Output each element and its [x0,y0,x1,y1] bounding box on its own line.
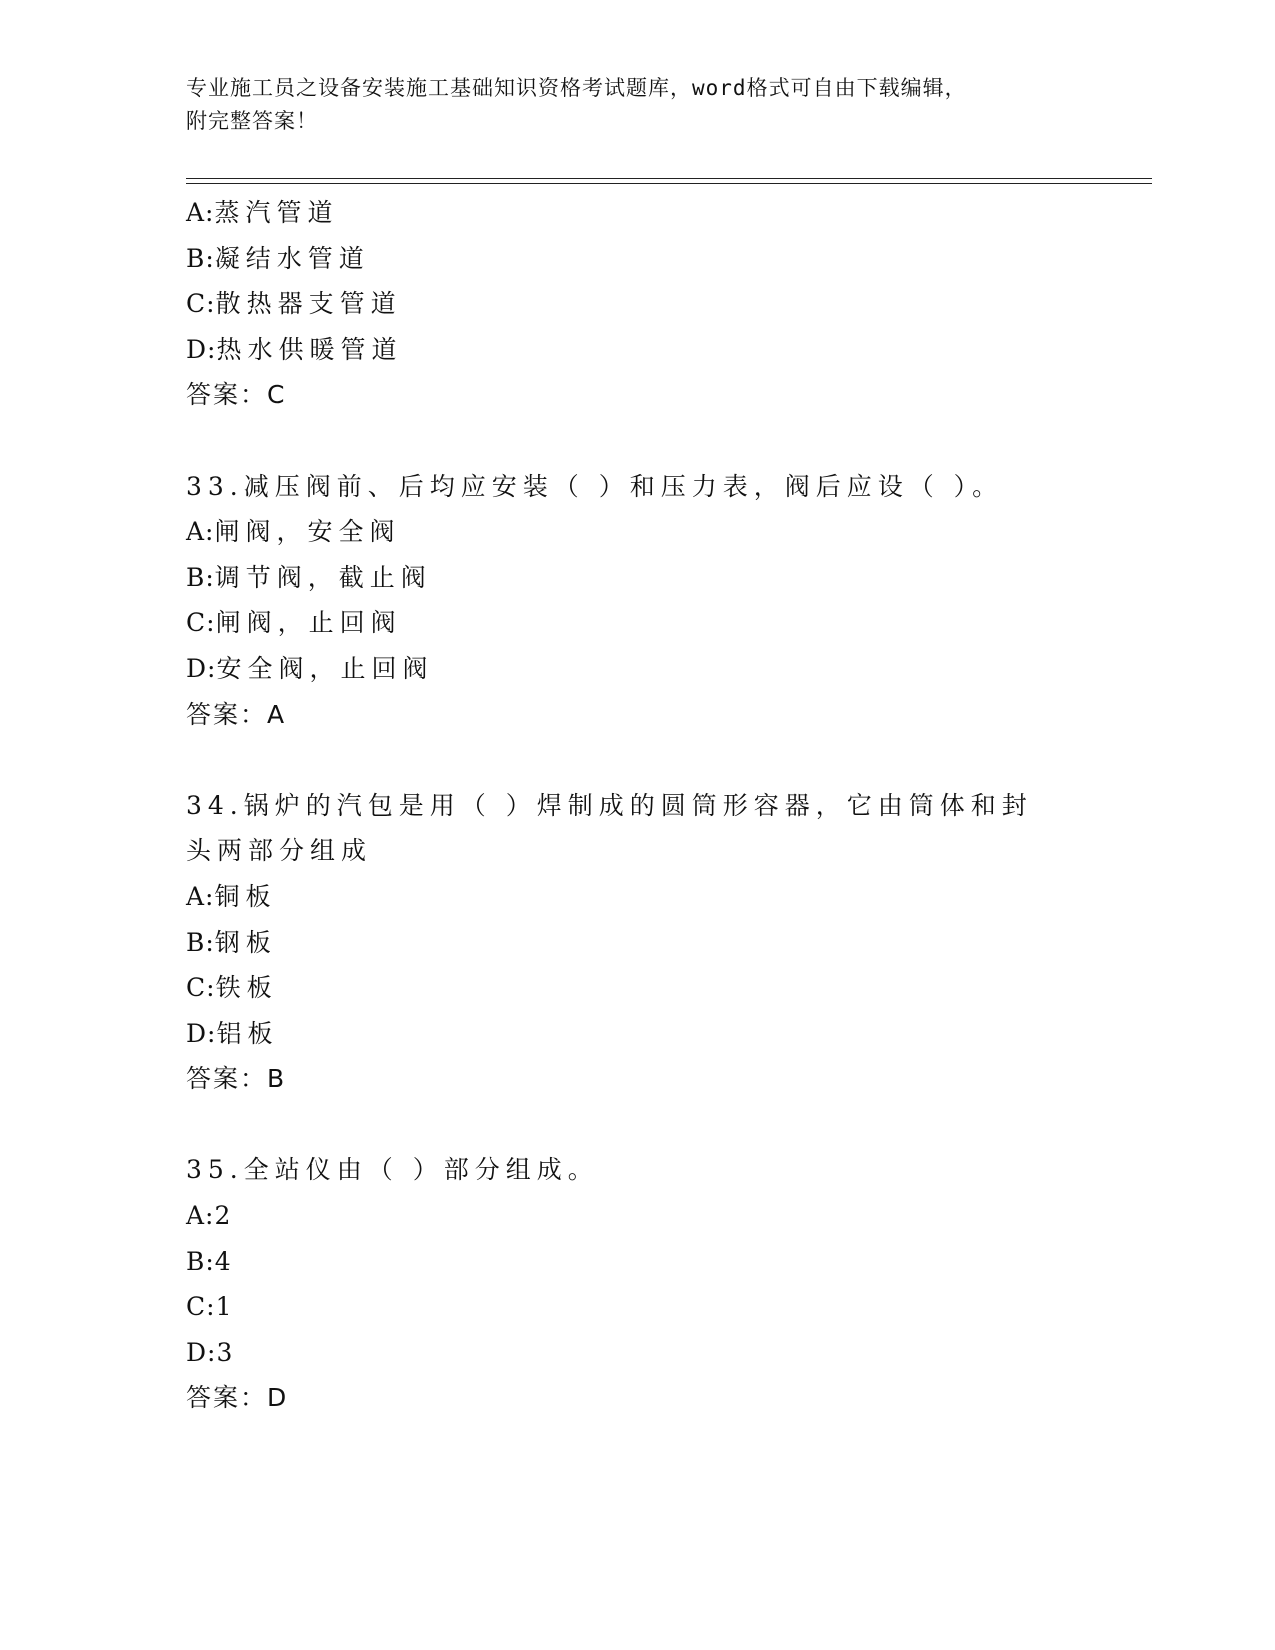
option-a: A:蒸汽管道 [186,198,339,227]
option-b: B:4 [186,1246,237,1276]
option-c: C:1 [186,1292,238,1322]
option-a: A:闸阀，安全阀 [186,517,401,547]
document-header [186,72,1086,138]
option-c: C:散热器支管道 [186,289,402,319]
answer-line: 答案：C [186,380,287,410]
header-divider-top [186,178,1152,179]
spacer [186,737,1086,783]
answer-line: 答案：B [186,1064,287,1094]
question-list [186,190,1086,1421]
question-33 [186,464,1086,738]
spacer [186,1102,1086,1148]
question-stem: 33.减压阀前、后均应安装（ ）和压力表，阀后应设（ ）。 [186,471,1004,501]
option-c: C:铁板 [186,973,278,1003]
option-a: A:铜板 [186,881,277,911]
option-a: A:2 [186,1201,237,1231]
spacer [186,418,1086,464]
header-line-1: 专业施工员之设备安装施工基础知识资格考试题库，word格式可自由下载编辑， [186,76,967,100]
header-divider-bottom [186,183,1152,184]
option-b: B:凝结水管道 [186,243,370,273]
answer-line: 答案：A [186,699,287,729]
option-c: C:闸阀，止回阀 [186,608,402,638]
option-d: D:热水供暖管道 [186,334,403,364]
option-d: D:安全阀，止回阀 [186,653,434,683]
header-line-2: 附完整答案！ [186,109,318,133]
option-b: B:钢板 [186,927,277,957]
question-stem: 35.全站仪由（ ）部分组成。 [186,1155,599,1185]
question-35 [186,1147,1086,1421]
option-d: D:3 [186,1337,239,1367]
option-b: B:调节阀，截止阀 [186,562,432,592]
question-34 [186,783,1086,1102]
answer-line: 答案：D [186,1383,289,1413]
question-32-continued [186,190,1086,418]
question-stem: 34.锅炉的汽包是用（ ）焊制成的圆筒形容器，它由筒体和封头两部分组成 [186,790,1033,866]
option-d: D:铝板 [186,1018,279,1048]
